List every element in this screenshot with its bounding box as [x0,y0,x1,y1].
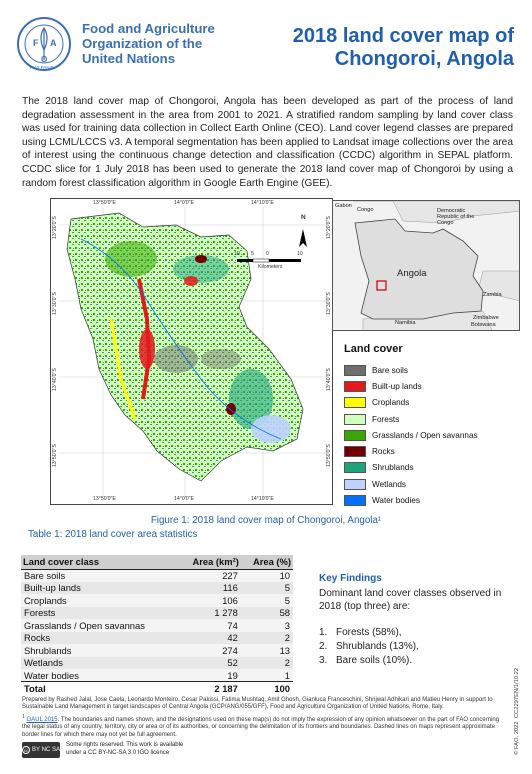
org-name-line: United Nations [82,51,176,66]
left-tick: 13°40'0"S [52,368,58,391]
scale-label: 0 [266,251,269,257]
license-text [66,742,183,757]
gaul-link[interactable]: GAUL 2015 [26,716,58,723]
table-cell: Shrublands [21,644,178,657]
table-row [21,657,293,670]
license-line: Some rights reserved. This work is available [66,742,184,748]
table-cell: 58 [241,607,293,620]
inset-label-drc: Democratic Republic of the Congo [437,208,475,226]
table-cell: Built-up lands [21,582,178,595]
legend-swatch [344,479,366,490]
table-row [21,607,293,620]
column-header: Area (%) [241,555,293,569]
top-tick: 14°0'0"E [174,200,194,206]
key-finding-number: 3. [319,655,328,666]
table-body [21,569,293,682]
table-cell: 2 187 [178,682,240,695]
table-cell: 116 [178,582,240,595]
table-cell: Water bodies [21,669,178,682]
key-finding-number: 1. [319,627,328,638]
legend-swatch [344,430,366,441]
inset-label-angola: Angola [397,268,427,279]
intro-paragraph: The 2018 land cover map of Chongoroi, Angola has been developed as part of the process of land degradation assessment in the area from 2001 to 2021. A stratified random sampling by land cover class was used for training data collection in Collect Earth Online (CEO). Land cover legend classes are prepared using LCML/LCCS v3. A temporal segmentation has been applied to Landsat image collections over the area of interest using the continuous change detection and classification (CCDC) algorithm in SEPAL platform. CCDC slice for 1 July 2018 has been used to generate the 2018 land cover map of Chongoroi by using a random forest classification algorithm in Google Earth Engine (GEE). [22,96,513,189]
table-row [21,619,293,632]
legend-item [344,395,519,411]
bottom-tick: 13°50'0"E [93,496,116,502]
key-finding-text: Forests (58%), [336,627,402,638]
table-cell: 2 [241,632,293,645]
legend-label: Built-up lands [372,381,422,391]
table-row [21,644,293,657]
legend-title: Land cover [344,343,403,355]
legend-item [344,476,519,492]
title-line: 2018 land cover map of [292,25,514,47]
legend-item [344,492,519,508]
document-code [514,668,520,755]
table-cell: 52 [178,657,240,670]
north-label: N [301,214,306,221]
map-legend [344,362,519,509]
key-findings-intro: Dominant land cover classes observed in 2018 (top three) are: [319,588,502,612]
table-header-row [21,555,293,569]
table-cell: Forests [21,607,178,620]
table-row [21,582,293,595]
table-caption: Table 1: 2018 land cover area statistics [28,529,198,540]
table-cell: 10 [241,569,293,582]
cc-badge-text: BY NC SA [32,747,60,753]
copyright: © FAO, 2022 [514,721,520,755]
left-tick: 13°50'0"S [52,444,58,467]
inset-label-botswana: Botswana [471,322,496,328]
legend-label: Rocks [372,447,395,457]
table-cell: 1 [241,669,293,682]
table-cell: Rocks [21,632,178,645]
table-row [21,594,293,607]
table-cell: 100 [241,682,293,695]
key-finding-number: 2. [319,641,328,652]
table-cell: Grasslands / Open savannas [21,619,178,632]
table-cell: Total [21,682,178,695]
inset-label-zambia: Zambia [483,292,502,298]
top-tick: 14°10'0"E [251,200,274,206]
inset-label-congo: Congo [357,207,374,213]
inset-map-angola [332,200,520,331]
inset-canvas [333,201,520,331]
table-row [21,632,293,645]
key-finding-item [319,654,419,668]
legend-item [344,362,519,378]
legend-label: Bare soils [372,365,408,375]
table-cell: Wetlands [21,657,178,670]
table-cell: 13 [241,644,293,657]
table-cell: 42 [178,632,240,645]
legend-swatch [344,365,366,376]
land-cover-table [21,555,293,694]
table-cell: 74 [178,619,240,632]
table-cell: 19 [178,669,240,682]
scale-label: 5 [251,251,254,257]
key-finding-text: Bare soils (10%). [336,655,413,666]
key-findings-title: Key Findings [319,573,382,584]
scale-bar [237,259,301,262]
table-cell: 5 [241,582,293,595]
legend-label: Forests [372,414,400,424]
table-cell: 227 [178,569,240,582]
legend-swatch [344,414,366,425]
fao-logo [16,16,72,72]
prepared-by: Prepared by Rashed Jalal, Jose Caela, Leonardo Monteiro, Cesar Pakissi, Fatima Mushtaq, Amit Ghosh, Gianluca Franceschini, Shrijwal Adhikari and Matieu Henry in support to Sustainable Land Management in target landscapes of Central Angola (GCP/ANG/055/GFF), Food and Agriculture Organization of United Nations, Rome, Italy. [22,697,493,711]
license-block [22,740,222,768]
column-header: Area (km²) [178,555,240,569]
inset-label-namibia: Namibia [395,320,416,326]
scale-label: 10 [297,251,303,257]
legend-label: Water bodies [372,496,420,506]
column-header: Land cover class [21,555,178,569]
table-row [21,669,293,682]
bottom-tick: 14°10'0"E [251,496,274,502]
scale-label: 10 [234,251,240,257]
doc-code: CC2297EN/1/10.22 [514,667,520,719]
page-header [14,14,518,76]
key-findings-list [319,626,419,668]
right-tick: 13°20'0"S [326,216,332,239]
table-cell: Bare soils [21,569,178,582]
table-cell: 1 278 [178,607,240,620]
right-tick: 13°50'0"S [326,444,332,467]
table-cell: 274 [178,644,240,657]
left-tick: 13°30'0"S [52,292,58,315]
disclaimer-text: . The boundaries and names shown, and the designations used on these map(s) do not imply the expression of any opinion whatsoever on the part of FAO concerning the legal status of any country, territory, city or area or of its authorities, or concerning the delimitation of its frontiers and boundaries. Dashed lines on maps represent approximate border lines for which there may not yet be full agreement. [22,716,500,738]
figure-caption: Figure 1: 2018 land cover map of Chongoroi, Angola¹ [150,515,382,526]
land-cover-raster [51,199,334,506]
table-cell: 2 [241,657,293,670]
table-cell: Croplands [21,594,178,607]
top-tick: 13°50'0"E [93,200,116,206]
document-title [293,25,514,71]
legend-item [344,411,519,427]
legend-swatch [344,446,366,457]
legend-swatch [344,397,366,408]
disclaimer: $^1$ GAUL 2015. The boundaries and names shown, and the designations used on these map(s) do not imply the expression of any opinion whatsoever on the part of FAO concerning the legal status of any country, territory, city or area or of its authorities, or concerning the delimitation of its frontiers and boundaries. Dashed lines on maps represent approximate border lines for which there may not yet be full agreement. [22,713,500,738]
inset-label-zimbabwe: Zimbabwe [473,315,499,321]
table-row [21,569,293,582]
left-tick: 13°20'0"S [52,216,58,239]
table-cell: 106 [178,594,240,607]
table-cell: 5 [241,594,293,607]
legend-item [344,443,519,459]
title-line: Chongoroi, Angola [334,48,514,70]
table-cell: 3 [241,619,293,632]
legend-item [344,460,519,476]
key-finding-item [319,626,419,640]
cc-license-badge[interactable] [22,742,60,758]
logo-motto: FIAT PANIS [30,65,54,70]
land-cover-map [50,198,333,505]
legend-label: Grasslands / Open savannas [372,430,478,440]
map-canvas [51,199,334,506]
footnote [22,697,508,741]
legend-label: Wetlands [372,479,406,489]
legend-item [344,378,519,394]
organization-name [82,21,215,66]
license-line: under a CC BY-NC-SA 3.0 IGO licence [66,749,170,756]
legend-swatch [344,495,366,506]
logo-letter-a: A [50,38,57,48]
legend-item [344,427,519,443]
org-name-line: Food and Agriculture [82,21,215,36]
bottom-tick: 14°0'0"E [174,496,194,502]
cc-icon: cc [23,747,29,753]
inset-label-gabon: Gabon [335,203,352,209]
right-tick: 13°40'0"S [326,368,332,391]
table-total-row [21,682,293,695]
key-finding-item [319,640,419,654]
org-name-line: Organization of the [82,36,203,51]
north-arrow [299,229,307,247]
scale-unit: Kilometers [258,264,283,270]
legend-swatch [344,381,366,392]
key-finding-text: Shrublands (13%), [336,641,419,652]
legend-label: Shrublands [372,463,414,473]
logo-letter-o: O [41,55,48,64]
legend-label: Croplands [372,398,410,408]
legend-swatch [344,462,366,473]
logo-letter-f: F [33,38,39,48]
right-tick: 13°30'0"S [326,292,332,315]
